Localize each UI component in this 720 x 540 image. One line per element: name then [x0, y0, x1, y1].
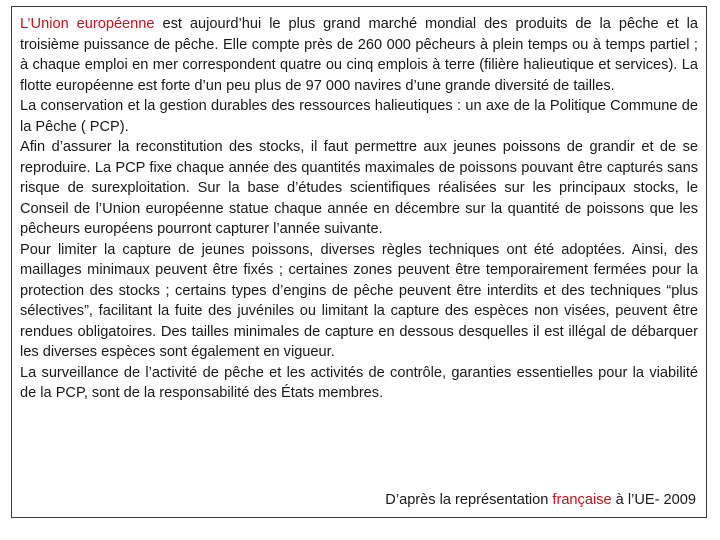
document-frame	[11, 6, 707, 518]
source-before: D’après la représentation	[385, 492, 553, 508]
paragraph-surveillance: La surveillance de l’activité de pêche et les activités de contrôle, garanties essentielles pour la viabilité de la PCP, sont de la responsabilité des États membres.	[20, 364, 698, 401]
document-body	[20, 14, 698, 404]
paragraph-stocks: Afin d’assurer la reconstitution des stocks, il faut permettre aux jeunes poissons de grandir et de se reproduire. La PCP fixe chaque année des quantités maximales de poissons pouvant être capturés sans risque de surexploitation. Sur la base d’études scientifiques réalisées sur les principaux stocks, le Conseil de l’Union européenne statue chaque année en décembre sur la quantité de poissons que les pêcheurs européens pourront capturer l’année suivante.	[20, 139, 698, 237]
source-after: à l’UE- 2009	[611, 492, 696, 508]
source-line	[385, 490, 696, 510]
paragraph-intro-highlight: L’Union européenne	[20, 16, 155, 32]
paragraph-intro	[20, 14, 698, 96]
paragraph-technical-rules: Pour limiter la capture de jeunes poissons, diverses règles techniques ont été adoptées. Ainsi, des maillages minimaux peuvent être fixés ; certaines zones peuvent être temporairement fermées pour la protection des stocks ; certains types d’engins de pêche peuvent être interdits et des techniques “plus sélectives”, facilitant la fuite des juvéniles ou limitant la capture des espèces non visées, peuvent être rendues obligatoires. Des tailles minimales de capture en dessous desquelles il est illégal de débarquer les diverses espèces sont également en vigueur.	[20, 241, 698, 360]
paragraph-pcp-heading: La conservation et la gestion durables des ressources halieutiques : un axe de la Politique Commune de la Pêche ( PCP).	[20, 98, 698, 135]
source-highlight: française	[552, 492, 612, 508]
paragraph-intro-text: est aujourd’hui le plus grand marché mondial des produits de la pêche et la troisième puissance de pêche. Elle compte près de 260 000 pêcheurs à plein temps ou à temps partiel ; à chaque emploi en mer correspondent quatre ou cinq emplois à terre (filière halieutique et services). La flotte européenne est forte d’un peu plus de 97 000 navires d’une grande diversité de tailles.	[20, 16, 698, 94]
